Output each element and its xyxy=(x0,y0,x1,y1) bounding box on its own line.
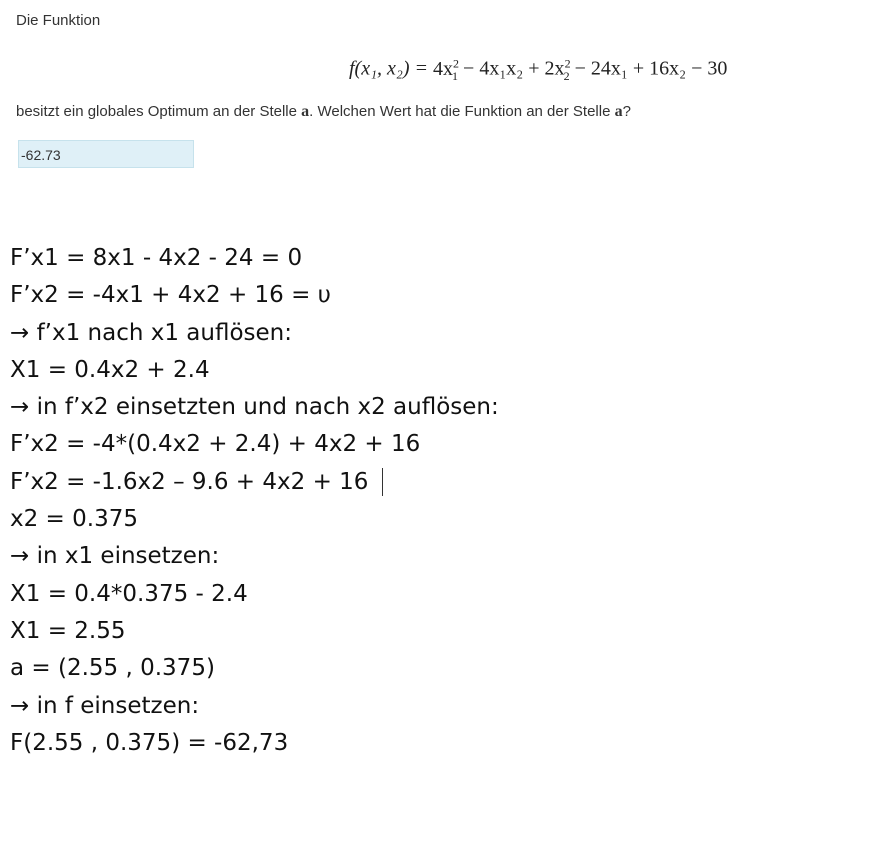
formula-term-1: $4x^2_1$ xyxy=(433,56,460,83)
handwritten-notes xyxy=(10,240,499,762)
formula-term-2: − 4x₁x₂ + 2x xyxy=(458,57,565,80)
point-a-symbol: a xyxy=(301,103,310,120)
note-line: F’x1 = 8x1 - 4x2 - 24 = 0 xyxy=(10,245,303,271)
note-line: → in x1 einsetzen: xyxy=(10,543,220,570)
note-line-text: F’x2 = -1.6x2 – 9.6 + 4x2 + 16 xyxy=(10,468,369,495)
note-line: F’x2 = -4x1 + 4x2 + 16 = υ xyxy=(10,282,331,309)
note-line: X1 = 2.55 xyxy=(10,617,126,644)
note-line-with-caret xyxy=(10,464,499,501)
intro-text: Die Funktion xyxy=(16,12,101,29)
note-line: F’x2 = -4*(0.4x2 + 2.4) + 4x2 + 16 xyxy=(10,431,421,458)
note-line: a = (2.55 , 0.375) xyxy=(10,655,215,682)
function-formula xyxy=(349,56,727,84)
point-a-symbol-2: a xyxy=(614,103,623,120)
question-part-2: . Welchen Wert hat die Funktion an der Stelle xyxy=(309,103,615,120)
note-line: X1 = 0.4x2 + 2.4 xyxy=(10,356,210,383)
answer-field[interactable]: -62.73 xyxy=(18,140,194,168)
question-part-1: besitzt ein globales Optimum an der Stelle xyxy=(16,103,302,120)
note-line: x2 = 0.375 xyxy=(10,506,138,533)
formula-term-4: − 24x₁ + 16x₂ − 30 xyxy=(569,57,728,80)
note-line: → in f’x2 einsetzten und nach x2 auflösen: xyxy=(10,394,499,421)
formula-term-3: $^2_2$ xyxy=(563,56,571,83)
question-text xyxy=(16,103,631,121)
formula-lhs: f(x₁, x₂) = xyxy=(349,57,434,80)
question-part-3: ? xyxy=(622,103,631,120)
note-line: F(2.55 , 0.375) = -62,73 xyxy=(10,729,289,756)
note-line: X1 = 0.4*0.375 - 2.4 xyxy=(10,580,248,607)
text-cursor xyxy=(382,468,383,496)
note-line: → in f einsetzen: xyxy=(10,692,200,719)
note-line: → f’x1 nach x1 auflösen: xyxy=(10,319,292,346)
